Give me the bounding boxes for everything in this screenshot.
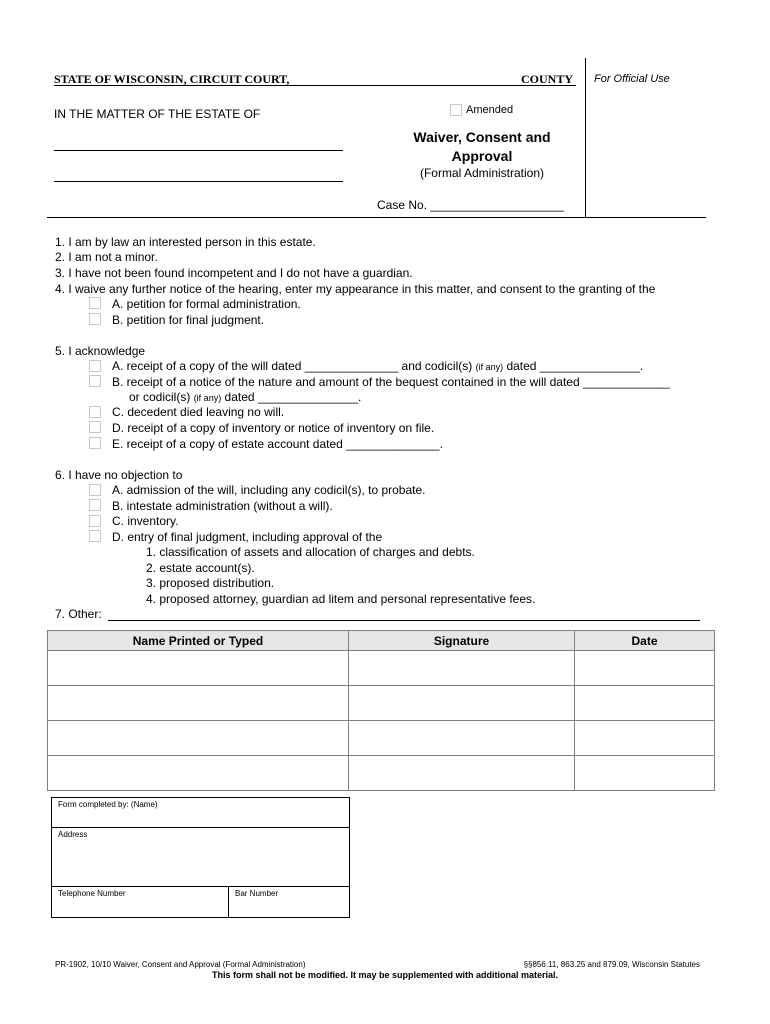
completed-box-divider-1 xyxy=(51,827,350,828)
item-4: 4. I waive any further notice of the hearing, enter my appearance in this matter, and consent to the granting of the xyxy=(55,282,656,296)
address-label[interactable]: Address xyxy=(58,830,88,839)
bar-number-label[interactable]: Bar Number xyxy=(235,889,279,898)
court-label: STATE OF WISCONSIN, CIRCUIT COURT, xyxy=(54,72,290,86)
item-5b: B. receipt of a notice of the nature and amount of the bequest contained in the will dated _____________ xyxy=(112,375,670,389)
table-row xyxy=(48,686,715,721)
checkbox-5b[interactable] xyxy=(89,375,101,387)
checkbox-5c[interactable] xyxy=(89,406,101,418)
estate-matter-label: IN THE MATTER OF THE ESTATE OF xyxy=(54,107,261,121)
date-cell[interactable] xyxy=(575,651,715,686)
table-row xyxy=(48,651,715,686)
signature-cell[interactable] xyxy=(349,756,575,791)
name-cell[interactable] xyxy=(48,756,349,791)
item-7: 7. Other: xyxy=(55,607,102,621)
amended-checkbox[interactable] xyxy=(450,104,462,116)
county-label: COUNTY xyxy=(521,72,574,86)
item-5d: D. receipt of a copy of inventory or notice of inventory on file. xyxy=(112,421,435,435)
item-6c: C. inventory. xyxy=(112,514,179,528)
item-6d-1: 1. classification of assets and allocation of charges and debts. xyxy=(146,545,475,559)
form-subtitle: (Formal Administration) xyxy=(419,166,545,180)
court-line xyxy=(54,85,576,86)
form-completed-by-box xyxy=(51,797,350,918)
signature-cell[interactable] xyxy=(349,651,575,686)
amended-label: Amended xyxy=(466,104,514,116)
date-cell[interactable] xyxy=(575,756,715,791)
checkbox-5a[interactable] xyxy=(89,360,101,372)
item-5b-codicil: or codicil(s) (if any) dated _______________. xyxy=(129,390,362,404)
checkbox-4b[interactable] xyxy=(89,313,101,325)
header-name-printed: Name Printed or Typed xyxy=(48,631,349,651)
item-6d: D. entry of final judgment, including approval of the xyxy=(112,530,383,544)
footer-form-id: PR-1902, 10/10 Waiver, Consent and Approval (Formal Administration) xyxy=(55,960,306,969)
item-6d-3: 3. proposed distribution. xyxy=(146,576,275,590)
official-use-label: For Official Use xyxy=(594,73,670,85)
checkbox-6c[interactable] xyxy=(89,515,101,527)
checkbox-5d[interactable] xyxy=(89,421,101,433)
signature-cell[interactable] xyxy=(349,686,575,721)
item-4b: B. petition for final judgment. xyxy=(112,313,265,327)
item-4a: A. petition for formal administration. xyxy=(112,297,301,311)
signature-table xyxy=(47,630,715,791)
case-number-field[interactable]: Case No. ____________________ xyxy=(377,198,564,212)
official-use-divider xyxy=(585,58,586,217)
header-bottom-rule xyxy=(47,217,706,218)
item-6a: A. admission of the will, including any codicil(s), to probate. xyxy=(112,483,426,497)
date-cell[interactable] xyxy=(575,686,715,721)
footer-notice: This form shall not be modified. It may be supplemented with additional material. xyxy=(211,970,559,980)
header-signature: Signature xyxy=(349,631,575,651)
item-1: 1. I am by law an interested person in this estate. xyxy=(55,235,316,249)
table-row xyxy=(48,721,715,756)
signature-table-header xyxy=(48,631,715,651)
completed-box-divider-2 xyxy=(51,886,350,887)
item-6d-2: 2. estate account(s). xyxy=(146,561,255,575)
footer-statutes: §§856.11, 863.25 and 879.09, Wisconsin Statutes xyxy=(523,960,700,969)
header-date: Date xyxy=(575,631,715,651)
date-cell[interactable] xyxy=(575,721,715,756)
item-5e: E. receipt of a copy of estate account dated ______________. xyxy=(112,437,443,451)
item-3: 3. I have not been found incompetent and I do not have a guardian. xyxy=(55,266,413,280)
other-line[interactable] xyxy=(108,620,700,621)
form-title-line2: Approval xyxy=(451,148,513,164)
item-6b: B. intestate administration (without a will). xyxy=(112,499,333,513)
name-cell[interactable] xyxy=(48,686,349,721)
name-cell[interactable] xyxy=(48,721,349,756)
estate-name-line-2[interactable] xyxy=(54,181,343,182)
table-row xyxy=(48,756,715,791)
signature-cell[interactable] xyxy=(349,721,575,756)
item-5c: C. decedent died leaving no will. xyxy=(112,405,285,419)
item-5a: A. receipt of a copy of the will dated ______________ and codicil(s) (if any) dated _______________. xyxy=(112,359,644,373)
item-5: 5. I acknowledge xyxy=(55,344,146,358)
item-2: 2. I am not a minor. xyxy=(55,250,158,264)
checkbox-6d[interactable] xyxy=(89,530,101,542)
completed-box-divider-3 xyxy=(228,886,229,918)
form-title-line1: Waiver, Consent and xyxy=(413,129,551,145)
checkbox-6a[interactable] xyxy=(89,484,101,496)
completed-by-label[interactable]: Form completed by: (Name) xyxy=(58,800,158,809)
name-cell[interactable] xyxy=(48,651,349,686)
checkbox-4a[interactable] xyxy=(89,297,101,309)
telephone-label[interactable]: Telephone Number xyxy=(58,889,126,898)
item-6d-4: 4. proposed attorney, guardian ad litem and personal representative fees. xyxy=(146,592,536,606)
estate-name-line-1[interactable] xyxy=(54,150,343,151)
item-6: 6. I have no objection to xyxy=(55,468,183,482)
checkbox-6b[interactable] xyxy=(89,499,101,511)
checkbox-5e[interactable] xyxy=(89,437,101,449)
